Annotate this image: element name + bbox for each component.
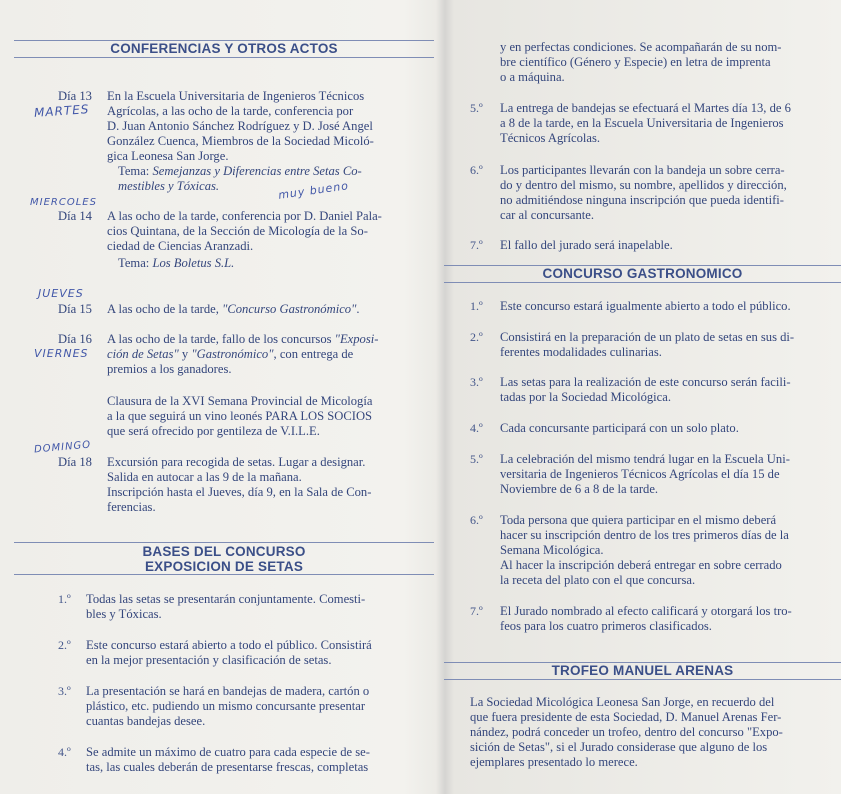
handwritten-note: DOMINGO	[33, 439, 92, 456]
rule-number: 7.º	[470, 238, 483, 252]
rule-number: 7.º	[470, 604, 483, 618]
event-line: D. Juan Antonio Sánchez Rodríguez y D. José Angel	[107, 119, 373, 133]
event-line: Clausura de la XVI Semana Provincial de Micología	[107, 394, 373, 408]
rule-continuation: y en perfectas condiciones. Se acompañarán de su nom-	[500, 40, 782, 54]
heading-bases-line1: BASES DEL CONCURSO	[142, 544, 306, 559]
rule-line: bles y Tóxicas.	[86, 607, 162, 621]
rule-line: Técnicos Agrícolas.	[500, 131, 601, 145]
heading-trofeo: TROFEO MANUEL ARENAS	[444, 662, 841, 680]
event-line: González Cuenca, Miembros de la Sociedad Micoló-	[107, 134, 374, 148]
event-line: ciedad de Ciencias Aranzadi.	[107, 239, 254, 253]
rule-number: 6.º	[470, 163, 483, 177]
event-day: Día 18	[58, 455, 92, 469]
event-line: A las ocho de la tarde, conferencia por D. Daniel Pala-	[107, 209, 382, 223]
rule-line: Noviembre de 6 a 8 de la tarde.	[500, 482, 659, 496]
rule-line: Al hacer la inscripción deberá entregar en sobre cerrado	[500, 558, 782, 572]
event-line: a la que seguirá un vino leonés PARA LOS SOCIOS	[107, 409, 373, 423]
rule-line: tas, las cuales deberán de presentarse frescas, completas	[86, 760, 369, 774]
rule-line: Este concurso estará abierto a todo el público. Consistirá	[86, 638, 372, 652]
rule-line: La celebración del mismo tendrá lugar en la Escuela Uni-	[500, 452, 790, 466]
rule-number: 2.º	[470, 330, 483, 344]
event-line: cios Quintana, de la Sección de Micología de la So-	[107, 224, 368, 238]
trofeo-line: ejemplares presentado lo merece.	[470, 755, 638, 769]
event-line: A las ocho de la tarde, "Concurso Gastronómico".	[107, 302, 360, 316]
rule-line: do y dentro del mismo, su nombre, apellidos y dirección,	[500, 178, 787, 192]
event-topic: Tema: Semejanzas y Diferencias entre Setas Co-	[118, 164, 362, 178]
rule-line: tadas por la Sociedad Micológica.	[500, 390, 672, 404]
rule-line: versitaria de Ingenieros Técnicos Agrícolas el día 15 de	[500, 467, 780, 481]
event-line: que será ofrecido por gentileza de V.I.L.E.	[107, 424, 320, 438]
rule-line: La entrega de bandejas se efectuará el Martes día 13, de 6	[500, 101, 791, 115]
event-day: Día 14	[58, 209, 92, 223]
rule-line: Los participantes llevarán con la bandeja un sobre cerra-	[500, 163, 785, 177]
rule-line: cuantas bandejas desee.	[86, 714, 206, 728]
rule-number: 6.º	[470, 513, 483, 527]
trofeo-line: sición de Setas", si el Jurado considerase que alguno de los	[470, 740, 768, 754]
rule-line: Las setas para la realización de este concurso serán facili-	[500, 375, 791, 389]
rule-number: 1.º	[58, 592, 71, 606]
handwritten-note: muy bueno	[277, 179, 350, 202]
event-line: ción de Setas" y "Gastronómico", con entrega de	[107, 347, 354, 361]
event-day: Día 13	[58, 89, 92, 103]
rule-number: 5.º	[470, 452, 483, 466]
trofeo-line: nández, podrá conceder un trofeo, dentro del concurso "Expo-	[470, 725, 783, 739]
event-day: Día 15	[58, 302, 92, 316]
event-topic: Tema: Los Boletus S.L.	[118, 256, 235, 270]
rule-number: 3.º	[470, 375, 483, 389]
rule-line: ferentes modalidades culinarias.	[500, 345, 662, 359]
rule-line: Toda persona que quiera participar en el mismo deberá	[500, 513, 777, 527]
rule-line: Semana Micológica.	[500, 543, 604, 557]
trofeo-line: La Sociedad Micológica Leonesa San Jorge, en recuerdo del	[470, 695, 775, 709]
event-line: A las ocho de la tarde, fallo de los concursos "Exposi-	[107, 332, 379, 346]
rule-number: 3.º	[58, 684, 71, 698]
event-topic-cont: mestibles y Tóxicas.	[118, 179, 220, 193]
event-line: Salida en autocar a las 9 de la mañana.	[107, 470, 302, 484]
trofeo-line: que fuera presidente de esta Sociedad, D. Manuel Arenas Fer-	[470, 710, 782, 724]
rule-number: 2.º	[58, 638, 71, 652]
heading-bases-line2: EXPOSICION DE SETAS	[144, 559, 304, 574]
rule-line: la receta del plato con el que concursa.	[500, 573, 696, 587]
rule-line: El fallo del jurado será inapelable.	[500, 238, 673, 252]
event-line: gica Leonesa San Jorge.	[107, 149, 229, 163]
handwritten-note: JUEVES	[38, 287, 84, 300]
event-line: Agrícolas, a las ocho de la tarde, conferencia por	[107, 104, 354, 118]
event-day: Día 16	[58, 332, 92, 346]
rule-number: 1.º	[470, 299, 483, 313]
rule-line: La presentación se hará en bandejas de madera, cartón o	[86, 684, 370, 698]
heading-gastronomico: CONCURSO GASTRONOMICO	[444, 265, 841, 283]
event-line: En la Escuela Universitaria de Ingenieros Técnicos	[107, 89, 365, 103]
rule-line: Todas las setas se presentarán conjuntamente. Comesti-	[86, 592, 366, 606]
rule-line: Consistirá en la preparación de un plato de setas en sus di-	[500, 330, 795, 344]
event-line: Excursión para recogida de setas. Lugar a designar.	[107, 455, 366, 469]
rule-continuation: o a máquina.	[500, 70, 565, 84]
rule-line: a 8 de la tarde, en la Escuela Universitaria de Ingenieros	[500, 116, 784, 130]
rule-line: car al concursante.	[500, 208, 595, 222]
rule-line: no admitiéndose ninguna inscripción que pueda identifi-	[500, 193, 784, 207]
handwritten-note: MIERCOLES	[30, 197, 97, 208]
handwritten-note: MARTES	[33, 102, 90, 120]
rule-line: Se admite un máximo de cuatro para cada especie de se-	[86, 745, 370, 759]
rule-line: El Jurado nombrado al efecto calificará y otorgará los tro-	[500, 604, 792, 618]
rule-number: 4.º	[58, 745, 71, 759]
rule-line: hacer su inscripción dentro de los tres primeros días de la	[500, 528, 789, 542]
event-line: ferencias.	[107, 500, 156, 514]
rule-line: Cada concursante participará con un solo plato.	[500, 421, 739, 435]
rule-line: en la mejor presentación y clasificación de setas.	[86, 653, 332, 667]
rule-continuation: bre científico (Género y Especie) en letra de imprenta	[500, 55, 771, 69]
event-line: premios a los ganadores.	[107, 362, 232, 376]
rule-line: Este concurso estará igualmente abierto a todo el público.	[500, 299, 791, 313]
rule-number: 4.º	[470, 421, 483, 435]
rule-number: 5.º	[470, 101, 483, 115]
event-line: Inscripción hasta el Jueves, día 9, en la Sala de Con-	[107, 485, 372, 499]
rule-line: feos para los cuatro primeros clasificados.	[500, 619, 712, 633]
heading-conferencias: CONFERENCIAS Y OTROS ACTOS	[14, 40, 434, 58]
heading-bases	[14, 542, 434, 575]
rule-line: plástico, etc. pudiendo un mismo concursante presentar	[86, 699, 366, 713]
handwritten-note: VIERNES	[34, 347, 89, 360]
